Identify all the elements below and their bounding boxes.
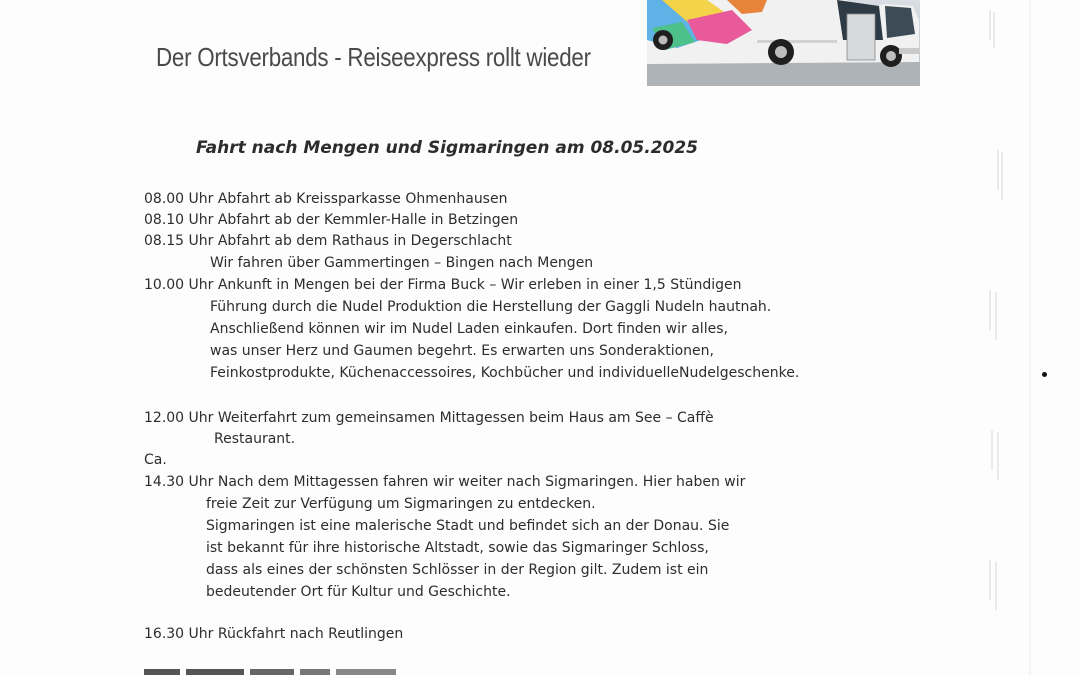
schedule-line: 12.00 Uhr Weiterfahrt zum gemeinsamen Mittagessen beim Haus am See – Caffè xyxy=(144,410,714,426)
schedule-line: ist bekannt für ihre historische Altstadt, sowie das Sigmaringer Schloss, xyxy=(206,540,709,556)
schedule-line: Sigmaringen ist eine malerische Stadt und befindet sich an der Donau. Sie xyxy=(206,518,730,534)
scan-edge-artifacts xyxy=(960,0,1080,675)
schedule-line: 10.00 Uhr Ankunft in Mengen bei der Firma Buck – Wir erleben in einer 1,5 Stündigen xyxy=(144,277,742,293)
schedule-line: bedeutender Ort für Kultur und Geschichte. xyxy=(206,584,511,600)
schedule-line: Führung durch die Nudel Produktion die Herstellung der Gaggli Nudeln hautnah. xyxy=(210,299,772,315)
schedule-line: freie Zeit zur Verfügung um Sigmaringen zu entdecken. xyxy=(206,496,596,512)
page-title: Der Ortsverbands - Reiseexpress rollt wieder xyxy=(156,42,591,72)
schedule-line: was unser Herz und Gaumen begehrt. Es erwarten uns Sonderaktionen, xyxy=(210,343,714,359)
schedule-line: Wir fahren über Gammertingen – Bingen nach Mengen xyxy=(210,255,594,271)
schedule-line: 08.00 Uhr Abfahrt ab Kreissparkasse Ohmenhausen xyxy=(144,191,508,207)
schedule-line: 14.30 Uhr Nach dem Mittagessen fahren wir weiter nach Sigmaringen. Hier haben wir xyxy=(144,474,746,490)
scan-dot xyxy=(1042,372,1047,377)
schedule-line: 08.15 Uhr Abfahrt ab dem Rathaus in Degerschlacht xyxy=(144,233,512,249)
schedule-line: 08.10 Uhr Abfahrt ab der Kemmler-Halle in Betzingen xyxy=(144,212,519,228)
schedule-line: Restaurant. xyxy=(214,431,296,447)
schedule-line: Feinkostprodukte, Küchenaccessoires, Kochbücher und individuelleNudelgeschenke. xyxy=(210,365,800,381)
cropped-text-remnant xyxy=(144,666,444,675)
schedule-line: dass als eines der schönsten Schlösser in der Region gilt. Zudem ist ein xyxy=(206,562,709,578)
schedule-line: Ca. xyxy=(144,452,167,468)
bus-photo xyxy=(647,0,920,86)
schedule-line: 16.30 Uhr Rückfahrt nach Reutlingen xyxy=(144,626,404,642)
schedule-line: Anschließend können wir im Nudel Laden einkaufen. Dort finden wir alles, xyxy=(210,321,728,337)
trip-heading: Fahrt nach Mengen und Sigmaringen am 08.05.2025 xyxy=(196,138,699,158)
bus-image-icon xyxy=(647,0,920,86)
